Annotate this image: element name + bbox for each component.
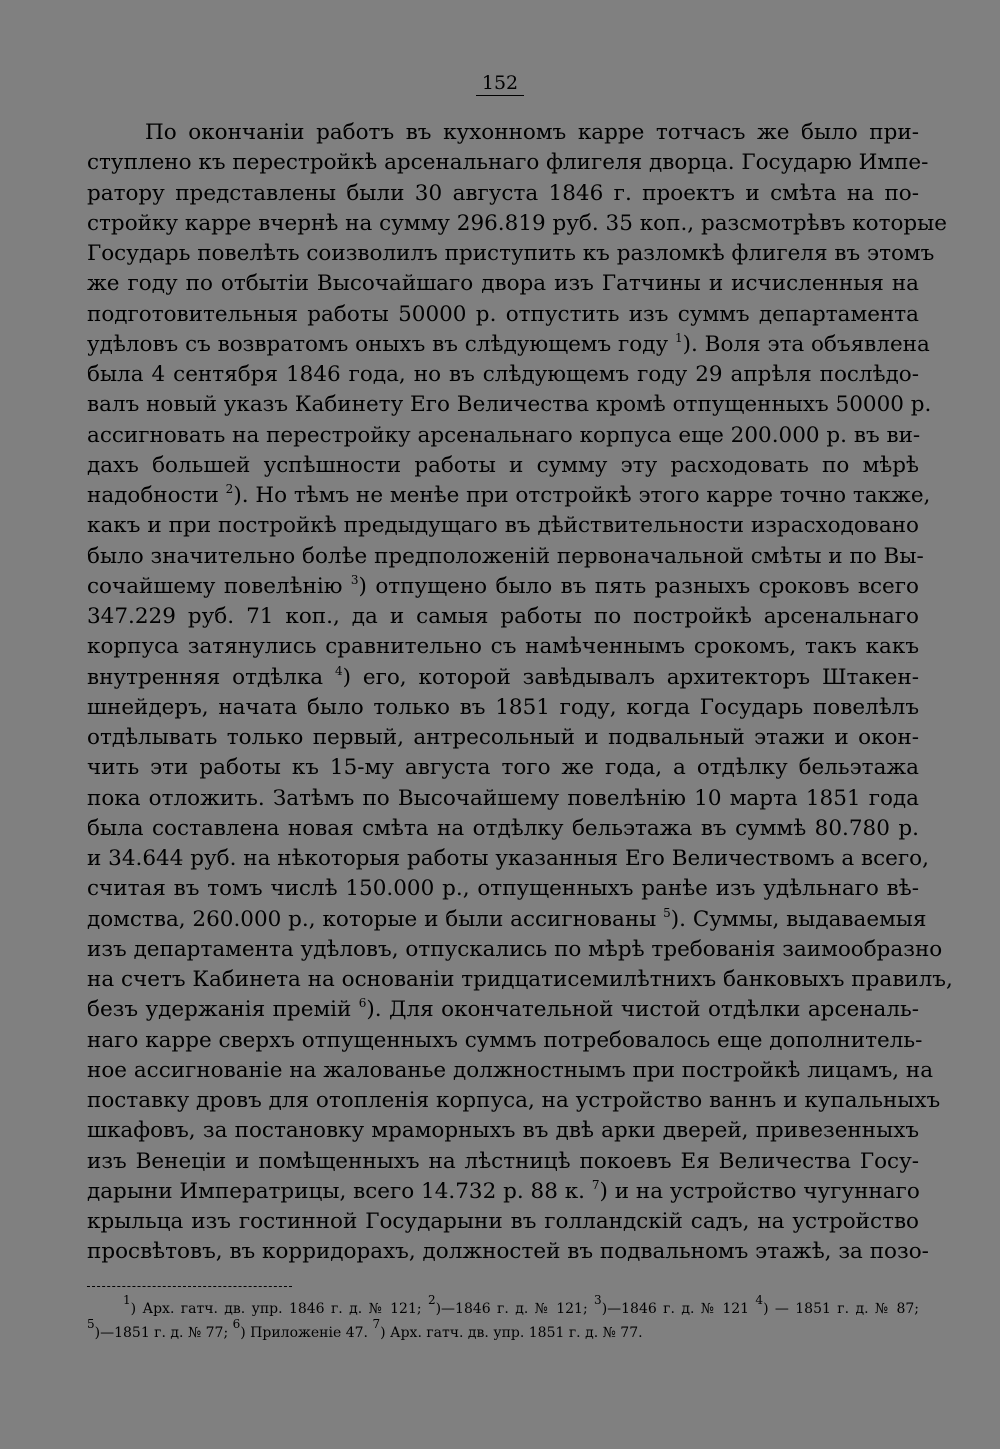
text-line: домства, 260.000 р., которые и были ассигнованы $^5$). Суммы, выдаваемыя	[87, 905, 927, 932]
text-line: сочайшему повелѣнію $^3$) отпущено было въ пять разныхъ сроковъ всего	[87, 572, 919, 599]
text-line: крыльца изъ гостинной Государыни въ голландскій садъ, на устройство	[87, 1209, 919, 1234]
footnote-mark: 5	[663, 905, 671, 920]
footnote-mark: 3	[350, 572, 359, 587]
footnote-line: $^1$) Арх. гатч. дв. упр. 1846 г. д. № 121; $^2$)—1846 г. д. № 121; $^3$)—1846 г. д. № 121 $^4$) — 1851 г. д. № 87;	[123, 1293, 919, 1317]
text-line: Государь повелѣть соизволилъ приступить къ разломкѣ флигеля въ этомъ	[87, 241, 935, 266]
text-line: ступлено къ перестройкѣ арсенальнаго флигеля дворца. Государю Импе-	[87, 150, 929, 176]
footnote-mark: 1	[123, 1293, 131, 1307]
text-line: просвѣтовъ, въ корридорахъ, должностей въ подвальномъ этажѣ, за позо-	[87, 1239, 929, 1265]
text-line: и 34.644 руб. на нѣкоторыя работы указанныя Его Величествомъ а всего,	[87, 846, 929, 871]
text-line: изъ департамента удѣловъ, отпускались по мѣрѣ требованія заимообразно	[87, 936, 943, 962]
text-line: стройку карре вчернѣ на сумму 296.819 руб. 35 коп., разсмотрѣвъ которые	[87, 210, 948, 236]
text-line: же году по отбытіи Высочайшаго двора изъ Гатчины и исчисленныя на	[87, 271, 919, 297]
text-line: ное ассигнованіе на жалованье должностнымъ при постройкѣ лицамъ, на	[87, 1057, 934, 1083]
footnote-mark: 7	[591, 1177, 600, 1192]
text-line: удѣловъ съ возвратомъ оныхъ въ слѣдующемъ году $^1$). Воля эта объявлена	[87, 330, 930, 357]
footnote-mark: 3	[594, 1293, 602, 1307]
text-line: дарыни Императрицы, всего 14.732 р. 88 к. $^7$) и на устройство чугуннаго	[87, 1177, 920, 1204]
footnote-mark: 4	[755, 1293, 764, 1307]
footnote-mark: 5	[87, 1317, 95, 1331]
text-line: подготовительныя работы 50000 р. отпустить изъ суммъ департамента	[87, 301, 919, 327]
text-line: 347.229 руб. 71 коп., да и самыя работы по постройкѣ арсенальнаго	[87, 604, 919, 629]
text-line: чить эти работы къ 15-му августа того же года, а отдѣлку бельэтажа	[87, 755, 919, 781]
text-line: изъ Венеціи и помѣщенныхъ на лѣстницѣ покоевъ Ея Величества Госу-	[87, 1148, 919, 1174]
footnote-mark: 2	[427, 1293, 436, 1307]
page-number: 152	[0, 72, 1000, 96]
text-line: внутренняя отдѣлка $^4$) его, которой завѣдывалъ архитекторъ Штакен-	[87, 663, 919, 690]
text-line: безъ удержанія премій $^6$). Для окончательной чистой отдѣлки арсеналь-	[87, 996, 919, 1023]
text-line: шнейдеръ, начата было только въ 1851 году, когда Государь повелѣлъ	[87, 694, 919, 720]
text-line: пока отложить. Затѣмъ по Высочайшему повелѣнію 10 марта 1851 года	[87, 785, 919, 811]
footnote-mark: 6	[358, 996, 367, 1011]
text-line: наго карре сверхъ отпущенныхъ суммъ потребовалось еще дополнитель-	[87, 1027, 923, 1053]
footnote-mark: 2	[225, 482, 234, 496]
text-line: валъ новый указъ Кабинету Его Величества кромѣ отпущенныхъ 50000 р.	[87, 392, 932, 418]
text-line: ратору представлены были 30 августа 1846 г. проектъ и смѣта на по-	[87, 180, 919, 206]
body-text	[87, 118, 953, 1268]
text-line: была 4 сентября 1846 года, но въ слѣдующемъ году 29 апрѣля послѣдо-	[87, 362, 919, 387]
text-line: поставку дровъ для отопленія корпуса, на устройство ваннъ и купальныхъ	[87, 1088, 941, 1113]
footnote-mark: 7	[372, 1317, 381, 1331]
text-line: ассигновать на перестройку арсенальнаго корпуса еще 200.000 р. въ ви-	[87, 422, 921, 448]
footnote-mark: 4	[334, 663, 343, 678]
footnote-separator	[87, 1286, 292, 1287]
footnote-line: $^5$)—1851 г. д. № 77; $^6$) Приложеніе 47. $^7$) Арх. гатч. дв. упр. 1851 г. д. № 77.	[87, 1317, 643, 1341]
text-line: дахъ большей успѣшности работы и сумму эту расходовать по мѣрѣ	[87, 452, 919, 478]
text-line: считая въ томъ числѣ 150.000 р., отпущенныхъ ранѣе изъ удѣльнаго вѣ-	[87, 876, 919, 902]
text-line: было значительно болѣе предположеній первоначальной смѣты и по Вы-	[87, 543, 924, 569]
text-line: надобности $^2$). Но тѣмъ не менѣе при отстройкѣ этого карре точно также,	[87, 482, 931, 508]
footnote-mark: 1	[674, 330, 683, 345]
footnote-mark: 6	[232, 1317, 241, 1331]
text-line: какъ и при постройкѣ предыдущаго въ дѣйствительности израсходовано	[87, 513, 919, 539]
text-line: По окончаніи работъ въ кухонномъ карре тотчасъ же было при-	[145, 120, 919, 145]
text-line: шкафовъ, за постановку мраморныхъ въ двѣ арки дверей, привезенныхъ	[87, 1118, 919, 1144]
footnotes	[87, 1293, 919, 1345]
text-line: была составлена новая смѣта на отдѣлку бельэтажа въ суммѣ 80.780 р.	[87, 815, 919, 841]
text-line: отдѣлывать только первый, антресольный и подвальный этажи и окон-	[87, 725, 919, 750]
text-line: корпуса затянулись сравнительно съ намѣченнымъ срокомъ, такъ какъ	[87, 634, 919, 660]
text-line: на счетъ Кабинета на основаніи тридцатисемилѣтнихъ банковыхъ правилъ,	[87, 967, 953, 992]
